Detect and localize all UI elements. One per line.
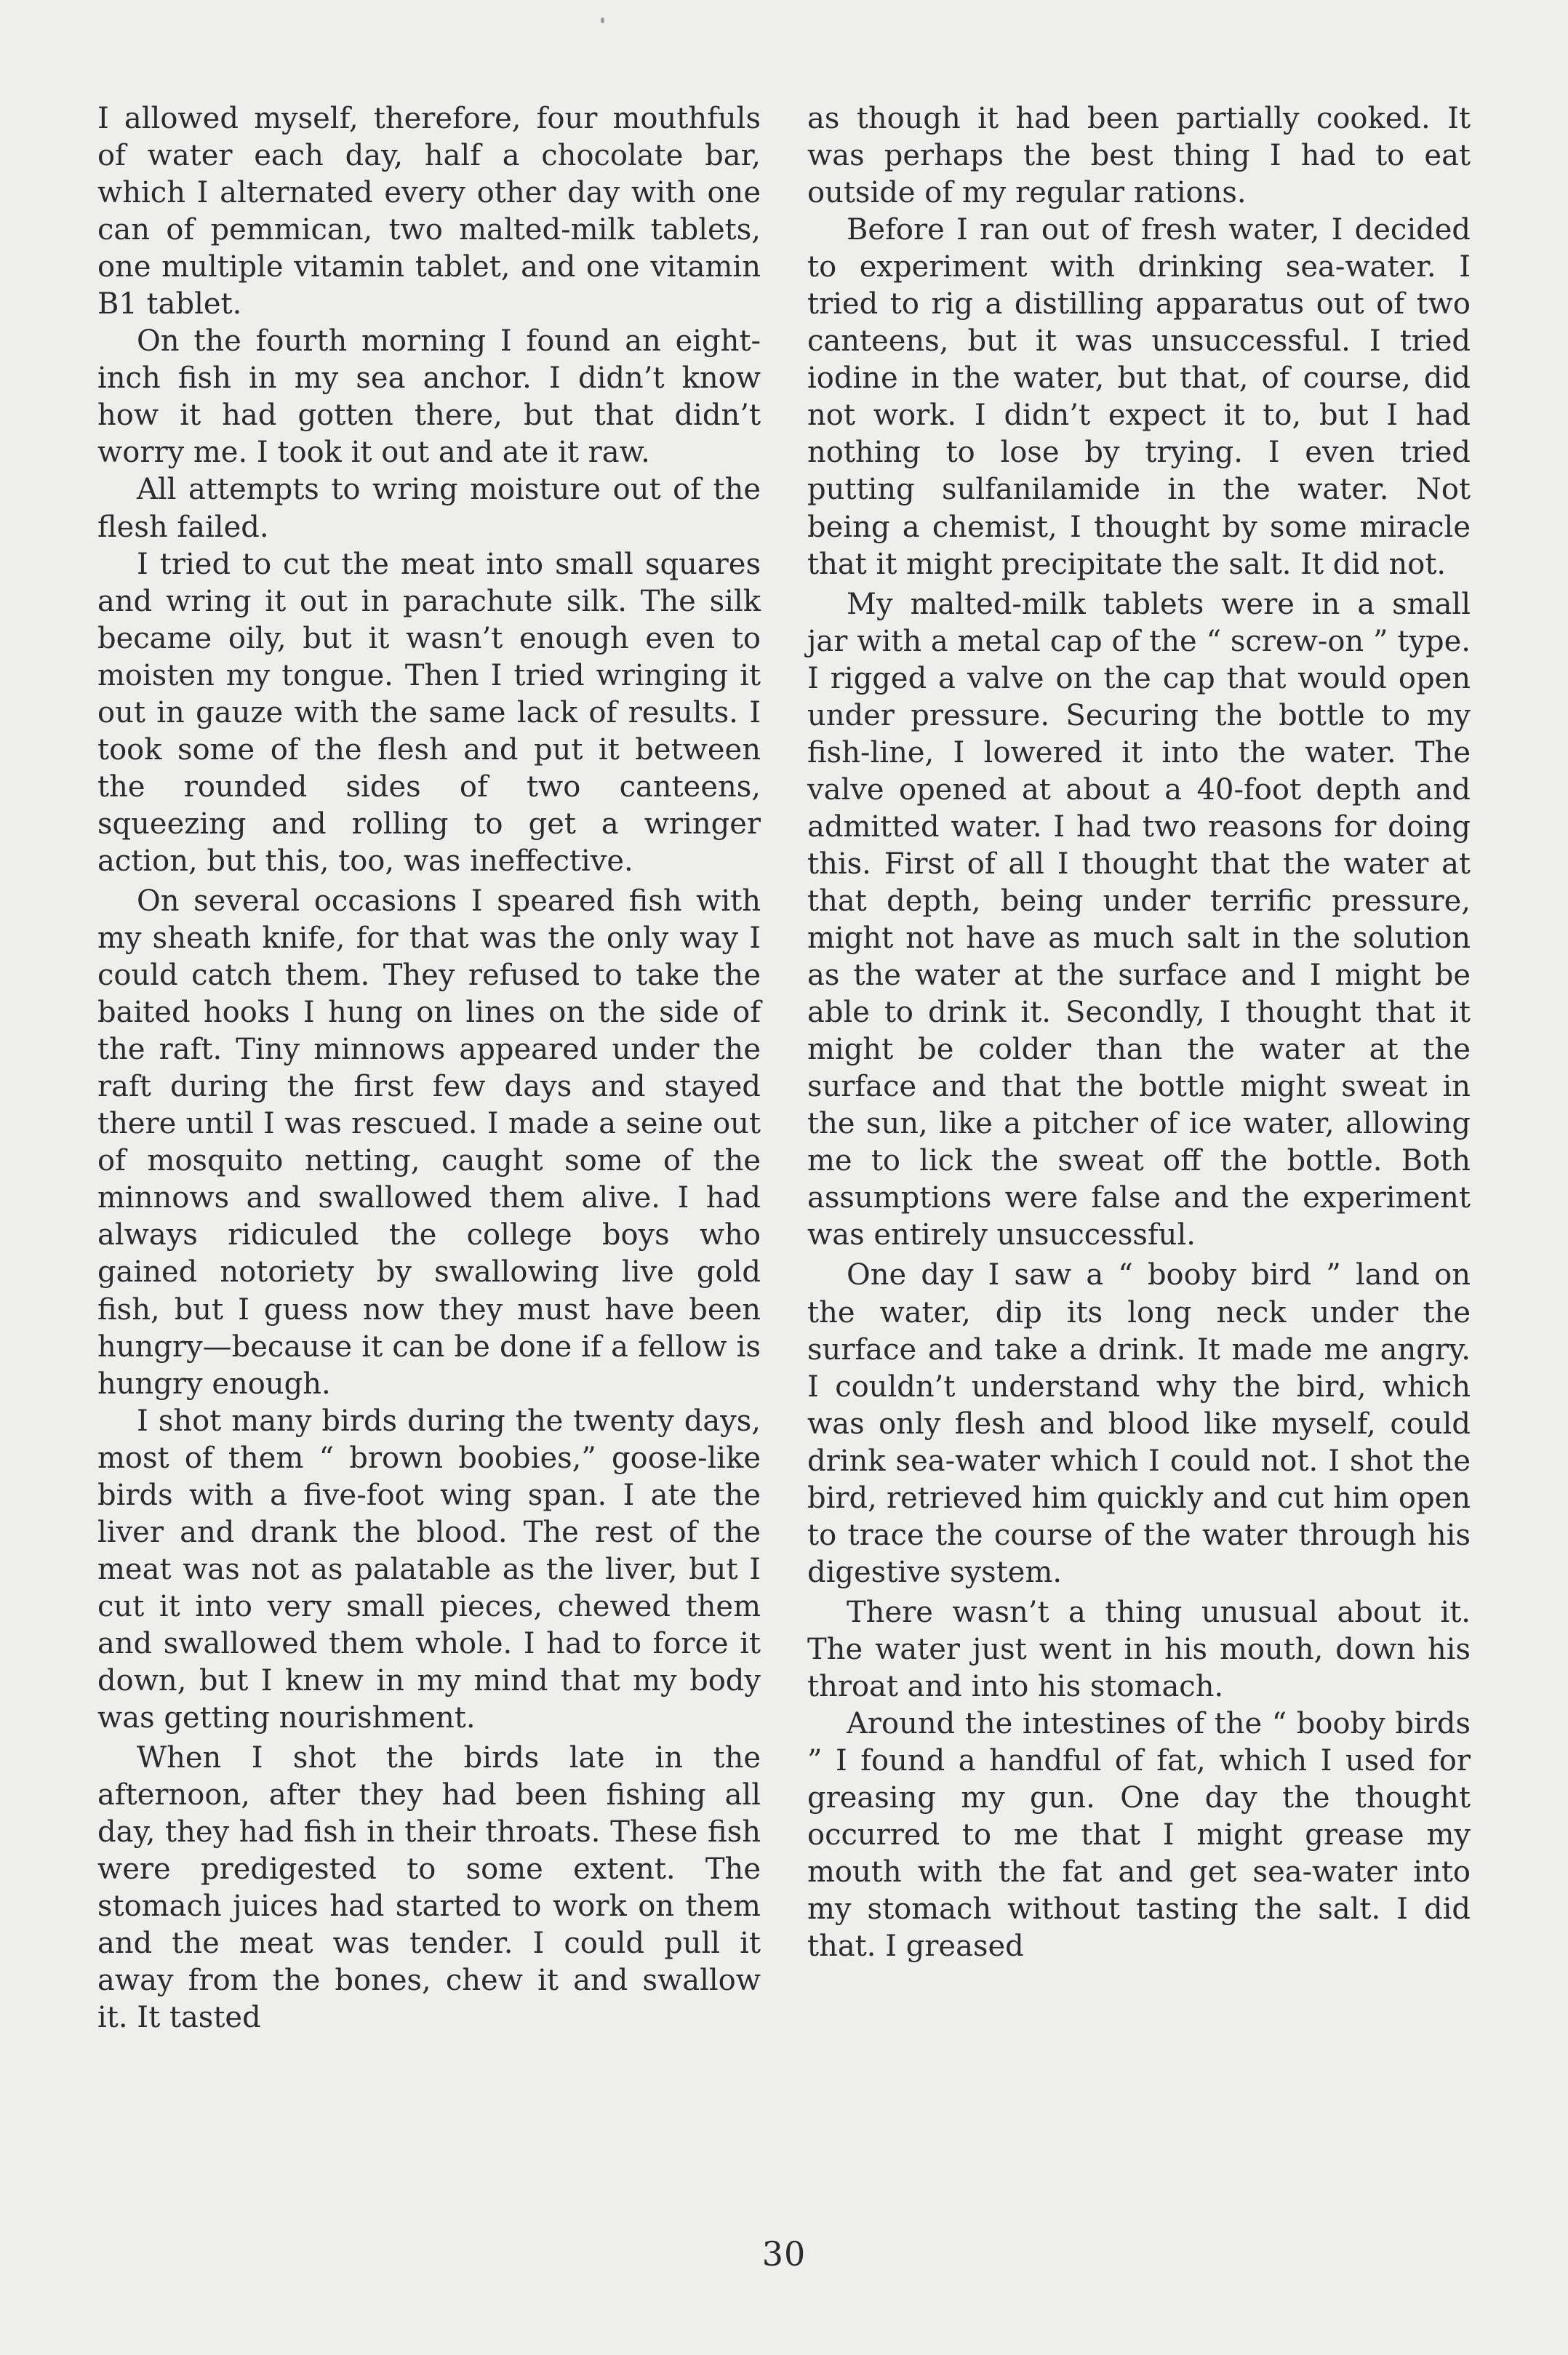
paragraph: I shot many birds during the twenty days, most of them “ brown boobies,” goose-like birds with a five-foot wing span. I ate the liver and drank the blood. The rest of the meat was not as palatable as the liver, but I cut it into very small pieces, chewed them and swallowed them whole. I had to force it down, but I knew in my mind that my body was getting nourishment. xyxy=(97,1404,761,1735)
paragraph: On several occasions I speared fish with my sheath knife, for that was the only way I could catch them. They refused to take the baited hooks I hung on lines on the side of the raft. Tiny minnows appeared under the raft during the first few days and stayed there until I was rescued. I made a seine out of mosquito netting, caught some of the minnows and swallowed them alive. I had always ridiculed the college boys who gained notoriety by swallowing live gold fish, but I guess now they must have been hungry—because it can be done if a fellow is hungry enough. xyxy=(97,884,761,1401)
paragraph: I allowed myself, therefore, four mouthfuls of water each day, half a chocolate bar, which I alternated every other day with one can of pemmican, two malted-milk tablets, one multiple vitamin tablet, and one vitamin B1 tablet. xyxy=(97,102,761,321)
paragraph: Around the intestines of the “ booby birds ” I found a handful of fat, which I used for greasing my gun. One day the thought occurred to me that I might grease my mouth with the fat and get sea-water into my stomach without tasting the salt. I did that. I greased xyxy=(807,1707,1471,1964)
paragraph: My malted-milk tablets were in a small jar with a metal cap of the “ screw-on ” type. I rigged a valve on the cap that would open under pressure. Securing the bottle to my fish-line, I lowered it into the water. The valve opened at about a 40-foot depth and admitted water. I had two reasons for doing this. First of all I thought that the water at that depth, being under terrific pressure, might not have as much salt in the solution as the water at the surface and I might be able to drink it. Secondly, I thought that it might be colder than the water at the surface and that the bottle might sweat in the sun, like a pitcher of ice water, allowing me to lick the sweat off the bottle. Both assumptions were false and the experiment was entirely unsuccessful. xyxy=(807,587,1471,1252)
paragraph: On the fourth morning I found an eight-inch fish in my sea anchor. I didn’t know how it had gotten there, but that didn’t worry me. I took it out and ate it raw. xyxy=(97,324,761,470)
paragraph: I tried to cut the meat into small squares and wring it out in parachute silk. The silk became oily, but it wasn’t enough even to moisten my tongue. Then I tried wringing it out in gauze with the same lack of results. I took some of the flesh and put it between the rounded sides of two canteens, squeezing and rolling to get a wringer action, but this, too, was ineffective. xyxy=(97,547,761,878)
paragraph: One day I saw a “ booby bird ” land on the water, dip its long neck under the surface and take a drink. It made me angry. I couldn’t understand why the bird, which was only flesh and blood like myself, could drink sea-water which I could not. I shot the bird, retrieved him quickly and cut him open to trace the course of the water through his digestive system. xyxy=(807,1258,1471,1589)
right-text-column xyxy=(807,100,1471,1965)
page-number: 30 xyxy=(761,2234,807,2274)
paper-speck xyxy=(601,17,604,23)
paragraph: When I shot the birds late in the afternoon, after they had been fishing all day, they had fish in their throats. These fish were predigested to some extent. The stomach juices had started to work on them and the meat was tender. I could pull it away from the bones, chew it and swallow it. It tasted xyxy=(97,1741,761,2035)
paragraph: Before I ran out of fresh water, I decided to experiment with drinking sea-water. I tried to rig a distilling apparatus out of two canteens, but it was unsuccessful. I tried iodine in the water, but that, of course, did not work. I didn’t expect it to, but I had nothing to lose by trying. I even tried putting sulfanilamide in the water. Not being a chemist, I thought by some miracle that it might precipitate the salt. It did not. xyxy=(807,213,1471,581)
left-text-column xyxy=(97,100,761,2036)
paragraph: All attempts to wring moisture out of the flesh failed. xyxy=(97,473,761,544)
paragraph: There wasn’t a thing unusual about it. The water just went in his mouth, down his throat and into his stomach. xyxy=(807,1595,1471,1703)
paragraph: as though it had been partially cooked. It was perhaps the best thing I had to eat outside of my regular rations. xyxy=(807,102,1471,210)
